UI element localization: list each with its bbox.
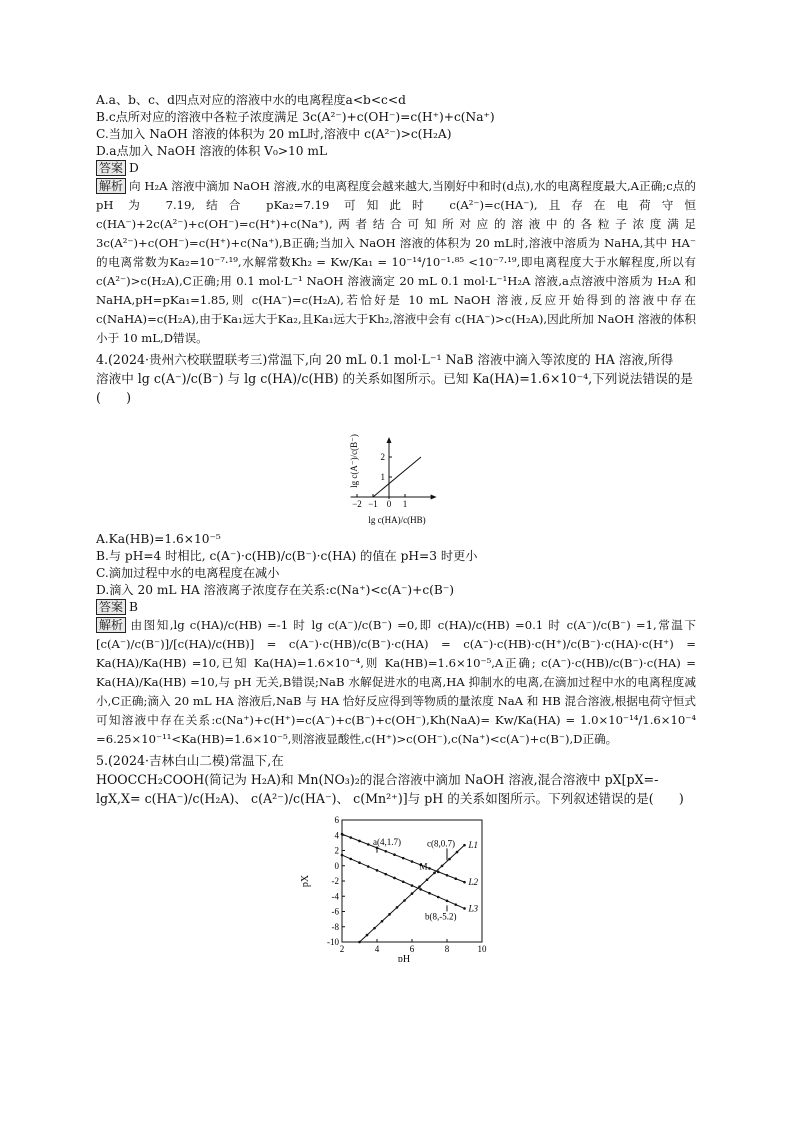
- x-tick-label: 4: [374, 944, 380, 954]
- x-tick-label: 1: [402, 499, 408, 509]
- series-point-L3: [393, 877, 396, 880]
- series-point-L3: [341, 854, 344, 857]
- q3-answer: D: [129, 161, 139, 175]
- series-point-L1: [388, 913, 391, 916]
- q4-answer-row: [96, 599, 696, 616]
- series-point-L1: [358, 941, 361, 944]
- q5-chart: [296, 812, 496, 962]
- q4-analysis-p2: Ka(HA)/Ka(HB) =10,已知 Ka(HA)=1.6×10⁻⁴,则 Ka(HB)=1.6×10⁻⁵,A正确; c(A⁻)·c(HB)/c(B⁻)·c(HA) = Ka(HA)/Ka(HB) =10,与 pH 无关,B错误;NaB 水解促进水的电离,HA 抑制水的电离,在滴加过程中水的电离程度减小,C正确;滴入 20 mL HA 溶液后,NaB 与 HA 恰好反应得到等物质的量浓度 NaA 和 HB 混合溶液,根据电荷守恒式可知溶液中存在关系:c(Na⁺)+c(H⁺)=c(A⁻)+c(B⁻)+c(OH⁻),Kh(NaA)= Kw/Ka(HA) = 1.0×10⁻¹⁴/1.6×10⁻⁴ =6.25×10⁻¹¹<Ka(HB)=1.6×10⁻⁵,则溶液显酸性,c(H⁺)>c(OH⁻),c(Na⁺)<c(A⁻)+c(B⁻),D正确。: [96, 656, 696, 746]
- q3-analysis-p4: c(A²⁻)>c(H₂A),C正确;用 0.1 mol·L⁻¹ NaOH 溶液滴定 20 mL 0.1 mol·L⁻¹H₂A 溶液,a点溶液中溶质为 H₂A 和 NaHA,pH=pKa₁=1.85,则 c(HA⁻)=c(H₂A),若恰好是 10 mL NaOH 溶液,反应开始得到的溶液中存在 c(NaHA)=c(H₂A),由于Ka₁远大于Ka₂,且Ka₁远大于Kh₂,溶液中会有 c(HA⁻)>c(H₂A),因此所加 NaOH 溶液的体积小于 10 mL,D错误。: [96, 274, 696, 345]
- series-point-L1: [456, 851, 459, 854]
- y-tick-label: -2: [331, 876, 339, 886]
- q3-analysis: [96, 177, 696, 348]
- series-label-L1: L1: [468, 840, 479, 851]
- series-point-L2: [341, 833, 344, 836]
- series-point-L2: [463, 881, 466, 884]
- series-label-L3: L3: [468, 903, 479, 914]
- y-tick-label: -6: [331, 906, 339, 917]
- series-point-L2: [446, 874, 449, 877]
- y-tick-label: 4: [334, 830, 339, 841]
- x-axis-label: pH: [397, 954, 411, 962]
- q3-analysis-p3: 3c(A²⁻)+c(OH⁻)=c(H⁺)+c(Na⁺),B正确;当加入 NaOH 溶液的体积为 20 mL时,溶液中溶质为 NaHA,其中 HA⁻的电离常数为Ka₂=10⁻⁷·¹⁹,水解常数Kh₂ = Kw/Ka₁ = 10⁻¹⁴/10⁻¹·⁸⁵ <10⁻⁷·¹⁹,即电离程度大于水解程度,所以有: [96, 236, 696, 269]
- y-tick-label: 1: [380, 472, 385, 482]
- answer-tag: 答案: [96, 160, 126, 176]
- q4-option-a: A.Ka(HB)=1.6×10⁻⁵: [96, 532, 221, 546]
- answer-tag: 答案: [96, 599, 126, 615]
- x-tick-label: 0: [386, 499, 392, 509]
- series-point-L1: [403, 899, 406, 902]
- x-tick-label: −2: [352, 499, 362, 509]
- series-point-L3: [411, 884, 414, 887]
- q3-option-b: B.c点所对应的溶液中各粒子浓度满足 3c(A²⁻)+c(OH⁻)=c(H⁺)+c(Na⁺): [96, 110, 495, 124]
- q5-stem-1: 5.(2024·吉林白山二模)常温下,在: [96, 753, 284, 768]
- series-point-L3: [446, 900, 449, 903]
- q5-stem-3: lgX,X= c(HA⁻)/c(H₂A)、 c(A²⁻)/c(HA⁻)、 c(Mn²⁺)]与 pH 的关系如图所示。下列叙述错误的是( ): [96, 791, 684, 806]
- y-tick-label: -10: [327, 937, 339, 947]
- y-axis-label: pX: [300, 874, 311, 888]
- annotation-a: a(4,1.7): [373, 836, 401, 847]
- series-point-L2: [437, 871, 440, 874]
- q3-option-c: C.当加入 NaOH 溶液的体积为 20 mL时,溶液中 c(A²⁻)>c(H₂A): [96, 127, 452, 141]
- q4-figure: [331, 411, 461, 531]
- series-point-L1: [366, 934, 369, 937]
- q3-analysis-p2: c(HA⁻)+2c(A²⁻)+c(OH⁻)=c(H⁺)+c(Na⁺),两者结合可知所对应的溶液中的各粒子浓度满足: [96, 217, 696, 231]
- x-axis-label: lg c(HA)/c(HB): [368, 515, 426, 525]
- series-point-L3: [419, 888, 422, 891]
- q3-option-d: D.a点加入 NaOH 溶液的体积 V₀>10 mL: [96, 144, 328, 158]
- x-tick-label: 10: [477, 944, 487, 954]
- annotation-b: b(8,-5.2): [425, 911, 457, 922]
- q3-analysis-p1: 向 H₂A 溶液中滴加 NaOH 溶液,水的电离程度会越来越大,当刚好中和时(d点),水的电离程度最大,A正确;c点的 pH 为 7.19,结合 pKa₂=7.19 可知此时 c(A²⁻)=c(HA⁻),且存在电荷守恒: [96, 179, 696, 212]
- y-tick-label: -8: [331, 921, 339, 932]
- series-point-L1: [441, 865, 444, 868]
- series-point-L3: [358, 861, 361, 864]
- q4-option-c: C.滴加过程中水的电离程度在减小: [96, 566, 280, 580]
- series-point-L3: [463, 907, 466, 910]
- annotation-c: c(8,0.7): [427, 838, 455, 849]
- series-point-L2: [411, 860, 414, 863]
- y-tick-label: 6: [334, 815, 339, 825]
- series-point-L1: [411, 892, 414, 895]
- annotation-m: M: [419, 861, 428, 872]
- series-point-L1: [381, 920, 384, 923]
- q4-stem-2: 溶液中 lg c(A⁻)/c(B⁻) 与 lg c(HA)/c(HB) 的关系如图所示。已知 Ka(HA)=1.6×10⁻⁴,下列说法错误的是( ): [96, 371, 693, 405]
- series-point-L2: [358, 840, 361, 843]
- series-point-L3: [367, 865, 370, 868]
- q4-stem-1: 4.(2024·贵州六校联盟联考三)常温下,向 20 mL 0.1 mol·L⁻¹ NaB 溶液中滴入等浓度的 HA 溶液,所得: [96, 352, 674, 367]
- q4-option-b: B.与 pH=4 时相比, c(A⁻)·c(HB)/c(B⁻)·c(HA) 的值在 pH=3 时更小: [96, 549, 478, 563]
- y-tick-label: -4: [331, 891, 339, 902]
- series-point-L2: [428, 867, 431, 870]
- x-tick-label: 8: [444, 944, 450, 954]
- y-axis-label: lg c(A⁻)/c(B⁻): [349, 434, 359, 488]
- q4-analysis-p1: 由图知,lg c(HA)/c(HB) =-1 时 lg c(A⁻)/c(B⁻) =0,即 c(HA)/c(HB) =0.1 时 c(A⁻)/c(B⁻) =1,常温下 [c(A⁻)/c(B⁻)]/[c(HA)/c(HB)] = c(A⁻)·c(HB)/c(B⁻)·c(HA) = c(A⁻)·c(HB)·c(H⁺)/c(B⁻)·c(HA)·c(H⁺) =: [96, 618, 696, 651]
- series-point-L3: [376, 869, 379, 872]
- series-point-L2: [349, 836, 352, 839]
- x-tick-label: −1: [368, 499, 378, 509]
- document-page: [96, 92, 696, 962]
- series-point-L1: [418, 885, 421, 888]
- q5-figure: [296, 812, 496, 962]
- series-point-L2: [402, 857, 405, 860]
- series-point-L2: [454, 877, 457, 880]
- q4-chart: [331, 411, 461, 531]
- series-point-L2: [384, 850, 387, 853]
- series-point-L1: [373, 927, 376, 930]
- analysis-tag: 解析: [96, 178, 126, 194]
- q3-answer-row: [96, 160, 696, 177]
- y-tick-label: 0: [334, 860, 339, 871]
- series-point-L3: [349, 858, 352, 861]
- y-tick-label: 2: [334, 845, 339, 856]
- q3-option-a: A.a、b、c、d四点对应的溶液中水的电离程度a<b<c<d: [96, 93, 406, 107]
- series-point-L1: [426, 878, 429, 881]
- series-point-L3: [402, 880, 405, 883]
- x-tick-label: 6: [409, 944, 415, 954]
- y-axis-arrow: [387, 437, 392, 443]
- series-point-L3: [437, 896, 440, 899]
- series-point-L1: [463, 844, 466, 847]
- series-point-L1: [433, 872, 436, 875]
- q4-option-d: D.滴入 20 mL HA 溶液离子浓度存在关系:c(Na⁺)<c(A⁻)+c(B⁻): [96, 583, 455, 597]
- series-point-L3: [384, 873, 387, 876]
- x-axis-arrow: [431, 495, 437, 500]
- analysis-tag: 解析: [96, 617, 126, 633]
- q4-analysis: [96, 616, 696, 749]
- series-point-L3: [454, 903, 457, 906]
- y-tick-label: 2: [380, 452, 385, 462]
- q5-stem-2: HOOCCH₂COOH(简记为 H₂A)和 Mn(NO₃)₂的混合溶液中滴加 NaOH 溶液,混合溶液中 pX[pX=-: [96, 772, 659, 787]
- series-point-L3: [428, 892, 431, 895]
- x-tick-label: 2: [339, 944, 345, 954]
- series-point-L1: [396, 906, 399, 909]
- q4-answer: B: [129, 600, 138, 614]
- series-point-L2: [367, 843, 370, 846]
- series-point-L1: [448, 858, 451, 861]
- series-point-L2: [393, 853, 396, 856]
- series-label-L2: L2: [468, 877, 479, 888]
